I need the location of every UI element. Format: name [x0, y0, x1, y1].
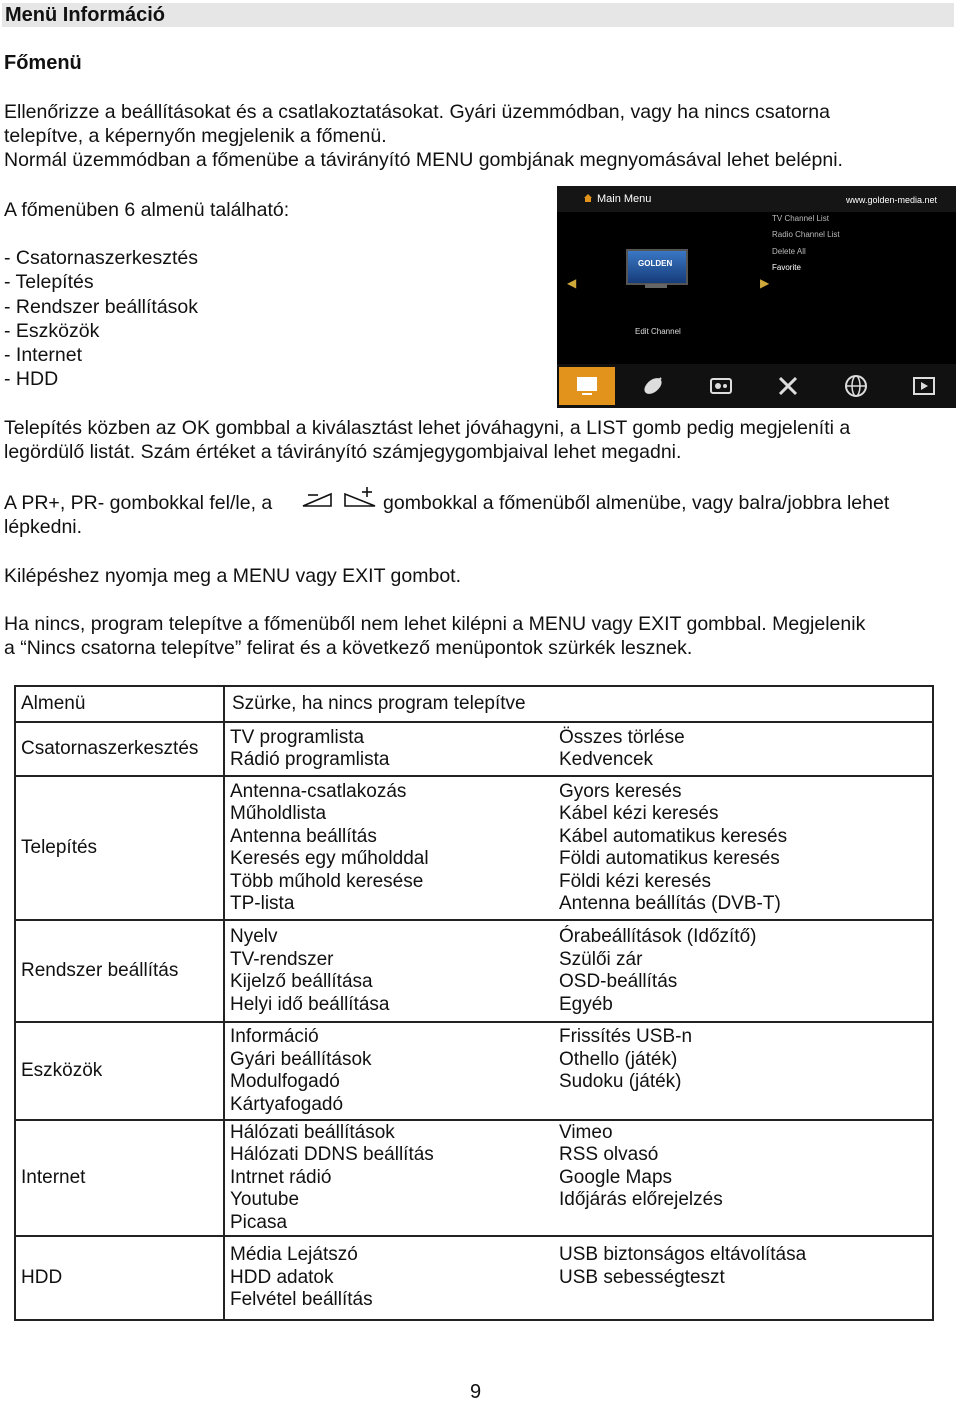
- settings-icon[interactable]: [693, 367, 749, 405]
- list-item: Helyi idő beállítása: [230, 993, 390, 1015]
- submenu-item: - Internet: [4, 344, 83, 366]
- items-column-b: [559, 1244, 932, 1312]
- intro-line-1: Ellenőrizze a beállításokat és a csatlakoztatásokat. Gyári üzemmódban, vagy ha nincs csatorna: [4, 101, 830, 123]
- list-item: Hálózati DDNS beállítás: [230, 1144, 434, 1166]
- submenu-table: [14, 685, 934, 1321]
- page-header-bar: [2, 3, 954, 27]
- list-item: USB sebességteszt: [559, 1266, 725, 1288]
- table-row: [15, 920, 933, 1022]
- disabled-items-cell: [224, 1236, 933, 1320]
- screenshot-title: Main Menu: [597, 193, 652, 205]
- list-item: Vimeo: [559, 1121, 613, 1143]
- submenu-item: - HDD: [4, 368, 59, 390]
- list-item: Rádió programlista: [230, 749, 390, 770]
- list-item: Picasa: [230, 1211, 288, 1233]
- list-item: Egyéb: [559, 993, 613, 1015]
- disabled-items-cell: [224, 1022, 933, 1120]
- items-column-b: [559, 1026, 932, 1116]
- noprog-para-line-1: Ha nincs, program telepítve a főmenüből nem lehet kilépni a MENU vagy EXIT gombbal. Megjelenik: [4, 613, 866, 635]
- screenshot-menu-item[interactable]: Favorite: [772, 263, 801, 272]
- items-column-b: [559, 781, 932, 916]
- disabled-items-cell: [224, 722, 933, 776]
- table-header-cell: Almenü: [15, 686, 224, 722]
- right-arrow-icon[interactable]: ▶: [760, 276, 770, 290]
- items-column-a: [225, 1244, 559, 1312]
- list-item: Sudoku (játék): [559, 1071, 682, 1092]
- table-header-row: [15, 686, 933, 722]
- list-item: Gyári beállítások: [230, 1048, 372, 1070]
- list-item: Több műhold keresése: [230, 870, 424, 892]
- table-row: [15, 1236, 933, 1320]
- submenu-item: - Eszközök: [4, 320, 100, 342]
- submenu-item: - Telepítés: [4, 271, 94, 293]
- list-item: Keresés egy műholddal: [230, 848, 429, 869]
- satellite-icon[interactable]: [625, 367, 681, 405]
- page-header-title: Menü Információ: [5, 4, 166, 26]
- screenshot-site: www.golden-media.net: [845, 195, 937, 205]
- install-para-line-2: legördülő listát. Szám értéket a távirányító számjegygombjaival lehet megadni.: [4, 441, 682, 463]
- nav-para-left: A PR+, PR- gombokkal fel/le, a: [4, 492, 273, 514]
- nav-para-line-2: lépkedni.: [4, 516, 83, 538]
- submenu-name-cell: Internet: [15, 1120, 224, 1236]
- items-column-b: [559, 926, 932, 1016]
- list-item: Intrnet rádió: [230, 1166, 332, 1188]
- list-item: Kedvencek: [559, 749, 654, 770]
- screenshot-menu-item[interactable]: Delete All: [772, 247, 806, 256]
- table-row: [15, 722, 933, 776]
- list-item: Kábel automatikus keresés: [559, 825, 788, 847]
- items-column-a: [225, 926, 559, 1016]
- submenu-item: - Rendszer beállítások: [4, 296, 199, 318]
- list-item: Modulfogadó: [230, 1071, 340, 1092]
- table-row: [15, 1120, 933, 1236]
- golden-logo-text: GOLDEN: [638, 259, 673, 268]
- list-item: Szülői zár: [559, 948, 643, 970]
- list-item: Google Maps: [559, 1166, 673, 1188]
- screenshot-menu-item[interactable]: TV Channel List: [772, 214, 829, 223]
- submenu-intro: A főmenüben 6 almenü található:: [4, 199, 290, 221]
- list-item: Othello (játék): [559, 1048, 678, 1070]
- list-item: Antenna beállítás: [230, 825, 377, 847]
- submenu-name-cell: Telepítés: [15, 776, 224, 920]
- volume-plus-icon: [342, 486, 378, 510]
- submenu-name-cell: Csatornaszerkesztés: [15, 722, 224, 776]
- list-item: Youtube: [230, 1189, 300, 1211]
- left-arrow-icon[interactable]: ◀: [567, 276, 577, 290]
- table-header-cell: Szürke, ha nincs program telepítve: [224, 686, 933, 722]
- list-item: Felvétel beállítás: [230, 1289, 373, 1311]
- volume-minus-icon: [300, 489, 334, 511]
- list-item: Nyelv: [230, 926, 278, 947]
- list-item: Antenna beállítás (DVB-T): [559, 893, 781, 914]
- disabled-items-cell: [224, 920, 933, 1022]
- submenu-name-cell: HDD: [15, 1236, 224, 1320]
- tv-stand: [645, 284, 667, 288]
- table-row: [15, 776, 933, 920]
- table-row: [15, 1022, 933, 1120]
- globe-icon[interactable]: [828, 367, 884, 405]
- items-column-a: [225, 1122, 559, 1235]
- items-column-a: [225, 727, 559, 772]
- list-item: Órabeállítások (Időzítő): [559, 926, 757, 947]
- screenshot-icon-bar: [557, 364, 956, 408]
- items-column-a: [225, 1026, 559, 1116]
- list-item: TV-rendszer: [230, 948, 334, 970]
- list-item: Műholdlista: [230, 803, 327, 824]
- intro-line-2: telepítve, a képernyőn megjelenik a főmenü.: [4, 125, 387, 147]
- section-title: Főmenü: [4, 52, 82, 74]
- list-item: Összes törlése: [559, 726, 685, 748]
- list-item: RSS olvasó: [559, 1144, 659, 1166]
- list-item: Információ: [230, 1026, 319, 1047]
- noprog-para-line-2: a “Nincs csatorna telepítve” felirat és a következő menüpontok szürkék lesznek.: [4, 637, 693, 659]
- list-item: Földi automatikus keresés: [559, 848, 780, 869]
- page-number: 9: [470, 1381, 482, 1403]
- main-menu-screenshot: [557, 186, 956, 408]
- list-item: Kártyafogadó: [230, 1093, 344, 1115]
- list-item: Gyors keresés: [559, 780, 682, 802]
- list-item: TP-lista: [230, 893, 295, 914]
- screenshot-menu-item[interactable]: Radio Channel List: [772, 230, 840, 239]
- list-item: Antenna-csatlakozás: [230, 780, 407, 802]
- submenu-name-cell: Eszközök: [15, 1022, 224, 1120]
- media-play-icon[interactable]: [896, 367, 952, 405]
- list-item: HDD adatok: [230, 1266, 334, 1288]
- intro-line-3: Normál üzemmódban a főmenübe a távirányító MENU gombjának megnyomásával lehet belépni.: [4, 149, 843, 171]
- exit-para: Kilépéshez nyomja meg a MENU vagy EXIT gombot.: [4, 565, 462, 587]
- list-item: USB biztonságos eltávolítása: [559, 1244, 807, 1266]
- disabled-items-cell: [224, 776, 933, 920]
- list-item: Frissítés USB-n: [559, 1026, 693, 1047]
- home-icon: [583, 193, 593, 203]
- list-item: Kijelző beállítása: [230, 971, 373, 992]
- edit-channel-label: Edit Channel: [635, 327, 681, 336]
- submenu-name-cell: Rendszer beállítás: [15, 920, 224, 1022]
- golden-logo-tv: [626, 249, 688, 285]
- list-item: Időjárás előrejelzés: [559, 1189, 723, 1211]
- items-column-b: [559, 727, 932, 772]
- list-item: Kábel kézi keresés: [559, 803, 719, 824]
- submenu-item: - Csatornaszerkesztés: [4, 247, 198, 269]
- tv-icon[interactable]: [559, 367, 615, 405]
- list-item: TV programlista: [230, 726, 365, 748]
- list-item: Földi kézi keresés: [559, 870, 712, 892]
- items-column-a: [225, 781, 559, 916]
- list-item: Hálózati beállítások: [230, 1121, 395, 1143]
- list-item: Média Lejátszó: [230, 1244, 358, 1266]
- nav-para-right: gombokkal a főmenüből almenübe, vagy balra/jobbra lehet: [383, 492, 890, 514]
- list-item: OSD-beállítás: [559, 971, 678, 992]
- install-para-line-1: Telepítés közben az OK gombbal a kiválasztást lehet jóváhagyni, a LIST gomb pedig megjeleníti a: [4, 417, 851, 439]
- items-column-b: [559, 1122, 932, 1235]
- disabled-items-cell: [224, 1120, 933, 1236]
- tools-icon[interactable]: [760, 367, 816, 405]
